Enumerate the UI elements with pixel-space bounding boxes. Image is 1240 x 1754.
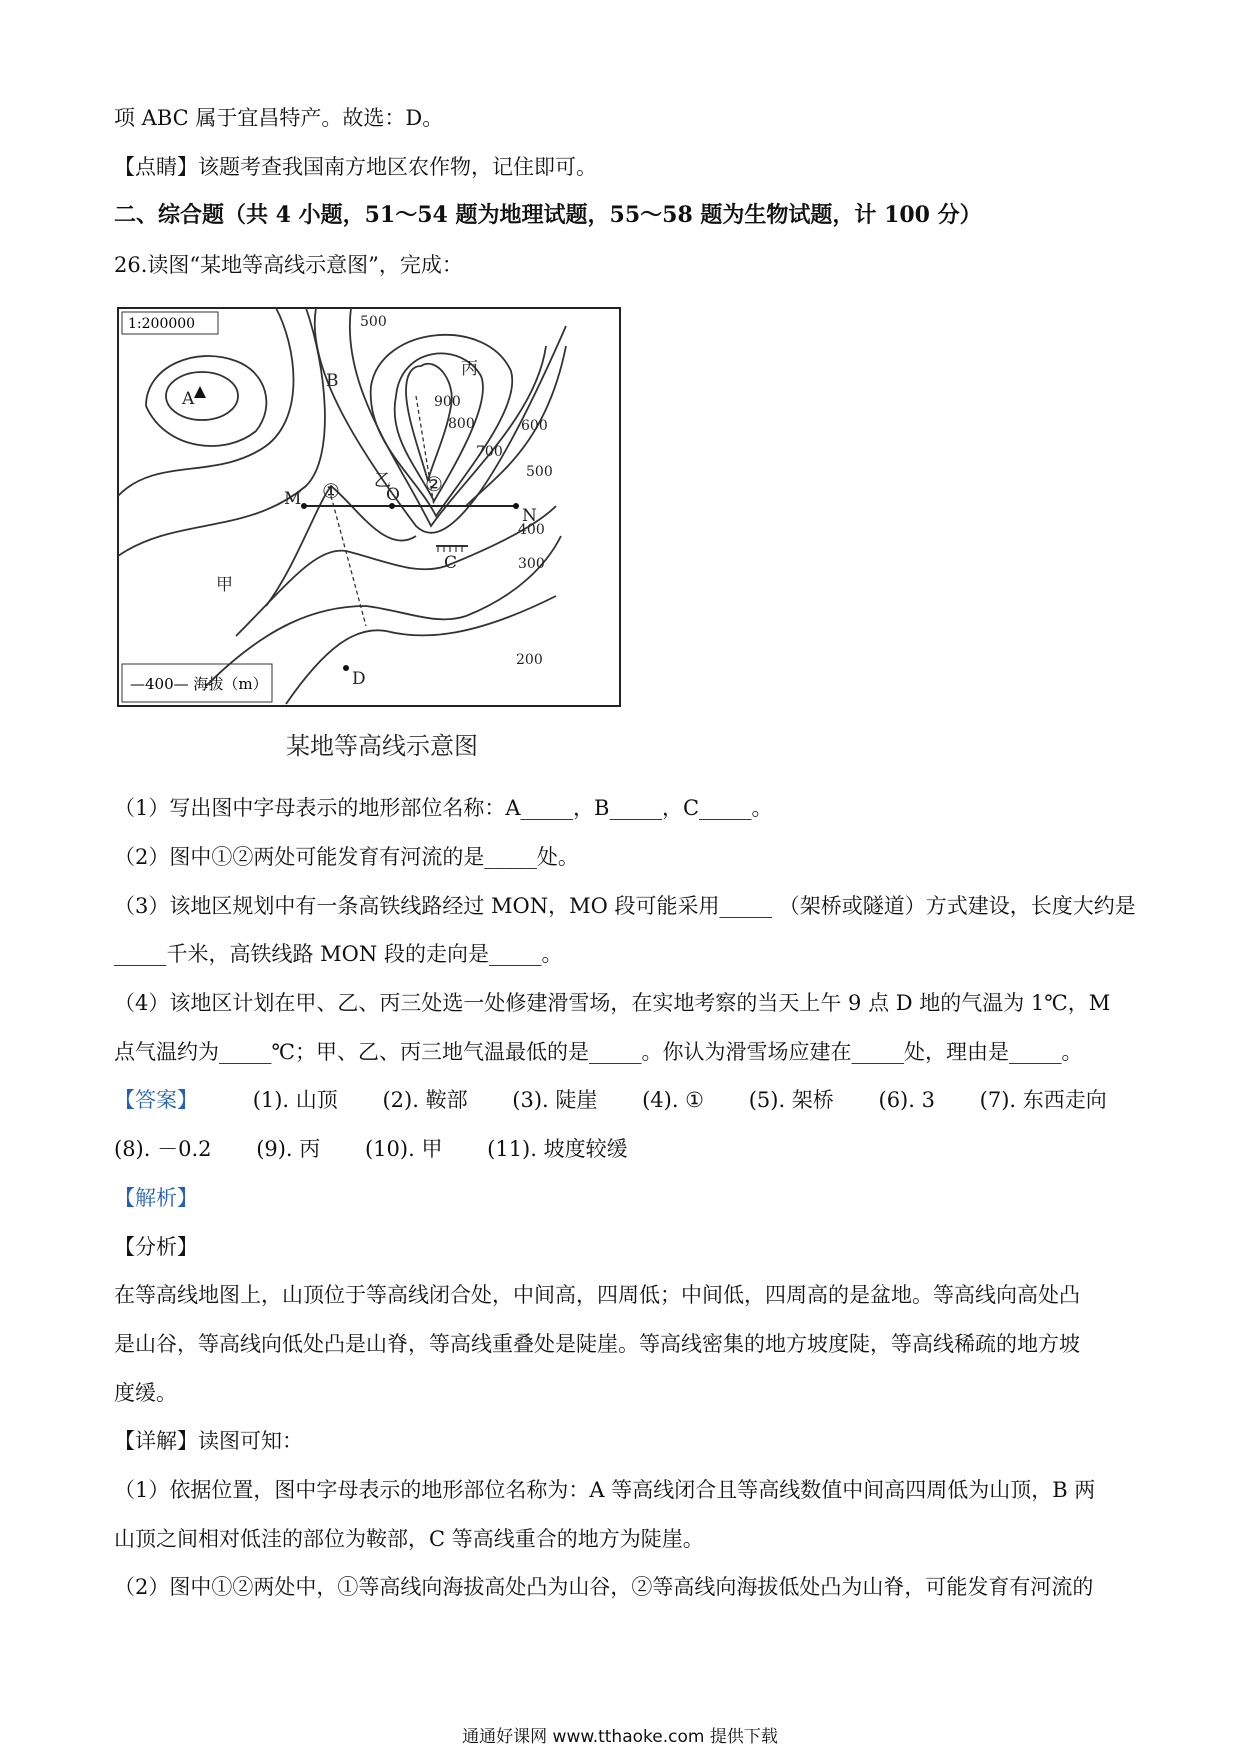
detail-1-a: （1）依据位置，图中字母表示的地形部位名称为：A 等高线闭合且等高线数值中间高四周低为山顶，B 两 [114, 1478, 1096, 1502]
label-n: N [522, 506, 537, 526]
analysis-text-1: 在等高线地图上，山顶位于等高线闭合处，中间高，四周低；中间低，四周高的是盆地。等高线向高处凸 [114, 1283, 1080, 1307]
analysis-sub: 【分析】 [114, 1235, 198, 1259]
text-line-1: 项 ABC 属于宜昌特产。故选：D。 [114, 106, 444, 130]
contour-label-500: 500 [526, 464, 553, 480]
answer-item: (10). 甲 [364, 1137, 443, 1161]
label-d: D [352, 669, 366, 689]
answer-item: (2). 鞍部 [382, 1088, 468, 1112]
contour-label-400: 400 [518, 522, 545, 538]
answer-item: (9). 丙 [256, 1137, 321, 1161]
part-1: （1）写出图中字母表示的地形部位名称：A_____，B_____，C_____。 [114, 796, 773, 820]
answer-row-2 [114, 1134, 666, 1164]
contour-right-1 [466, 346, 566, 506]
contour-left-2 [118, 308, 325, 556]
part-2: （2）图中①②两处可能发育有河流的是_____处。 [114, 845, 579, 869]
label-bing: 丙 [461, 359, 478, 379]
contour-label-500-top: 500 [360, 314, 387, 330]
question-26: 26.读图“某地等高线示意图”，完成： [114, 253, 463, 277]
analysis-label: 【解析】 [114, 1186, 198, 1210]
answer-item: (7). 东西走向 [979, 1088, 1107, 1112]
contour-a-outer [146, 356, 266, 446]
answer-label: 【答案】 [114, 1088, 198, 1112]
contour-label-900: 900 [434, 394, 461, 410]
analysis-text-2: 是山谷，等高线向低处凸是山脊，等高线重叠处是陡崖。等高线密集的地方坡度陡，等高线稀疏的地方坡 [114, 1332, 1080, 1356]
map-scale: 1:200000 [128, 316, 196, 332]
answer-item: (3). 陡崖 [512, 1088, 598, 1112]
label-jia: 甲 [216, 575, 233, 595]
contour-label-300: 300 [518, 556, 545, 572]
text-line-2: 【点睛】该题考查我国南方地区农作物，记住即可。 [114, 155, 597, 179]
contour-label-600: 600 [521, 418, 548, 434]
section-heading: 二、综合题（共 4 小题，51～54 题为地理试题，55～58 题为生物试题，计 100 分） [114, 202, 982, 228]
label-b: B [326, 371, 339, 391]
answer-item: (5). 架桥 [748, 1088, 834, 1112]
contour-label-700: 700 [476, 444, 503, 460]
answer-row-1 [114, 1085, 1107, 1115]
answer-item: (8). －0.2 [114, 1137, 212, 1161]
label-o: O [386, 485, 400, 505]
answer-item: (1). 山顶 [252, 1088, 338, 1112]
label-circle-1: ① [322, 479, 340, 503]
part-3-b: _____千米，高铁线路 MON 段的走向是_____。 [114, 942, 563, 966]
part-3-a: （3）该地区规划中有一条高铁线路经过 MON，MO 段可能采用_____ （架桥或隧道）方式建设，长度大约是 [114, 894, 1136, 918]
contour-label-800: 800 [448, 416, 475, 432]
detail-1-b: 山顶之间相对低洼的部位为鞍部，C 等高线重合的地方为陡崖。 [114, 1527, 704, 1551]
label-m: M [284, 489, 302, 509]
map-caption: 某地等高线示意图 [286, 732, 478, 760]
map-legend: —400— 海拔（m） [130, 675, 268, 693]
answer-item: (4). ① [642, 1088, 705, 1112]
label-a: A [182, 389, 195, 409]
detail-label: 【详解】读图可知： [114, 1429, 303, 1453]
label-c: C [444, 553, 458, 573]
answer-item: (11). 坡度较缓 [487, 1137, 628, 1161]
part-4-a: （4）该地区计划在甲、乙、丙三处选一处修建滑雪场，在实地考察的当天上午 9 点 D 地的气温为 1℃，M [114, 991, 1111, 1015]
detail-2: （2）图中①②两处中，①等高线向海拔高处凸为山谷，②等高线向海拔低处凸为山脊，可能发育有河流的 [114, 1575, 1094, 1599]
contour-map [116, 306, 626, 766]
contour-label-200: 200 [516, 652, 543, 668]
part-4-b: 点气温约为_____℃；甲、乙、丙三地气温最低的是_____。你认为滑雪场应建在_____处，理由是_____。 [114, 1040, 1083, 1064]
analysis-text-3: 度缓。 [114, 1381, 177, 1405]
answer-item: (6). 3 [878, 1088, 935, 1112]
page-footer: 通通好课网 www.tthaoke.com 提供下载 [462, 1727, 778, 1747]
label-yi: 乙 [374, 471, 391, 491]
label-circle-2: ② [425, 472, 443, 496]
contour-200 [286, 596, 556, 704]
